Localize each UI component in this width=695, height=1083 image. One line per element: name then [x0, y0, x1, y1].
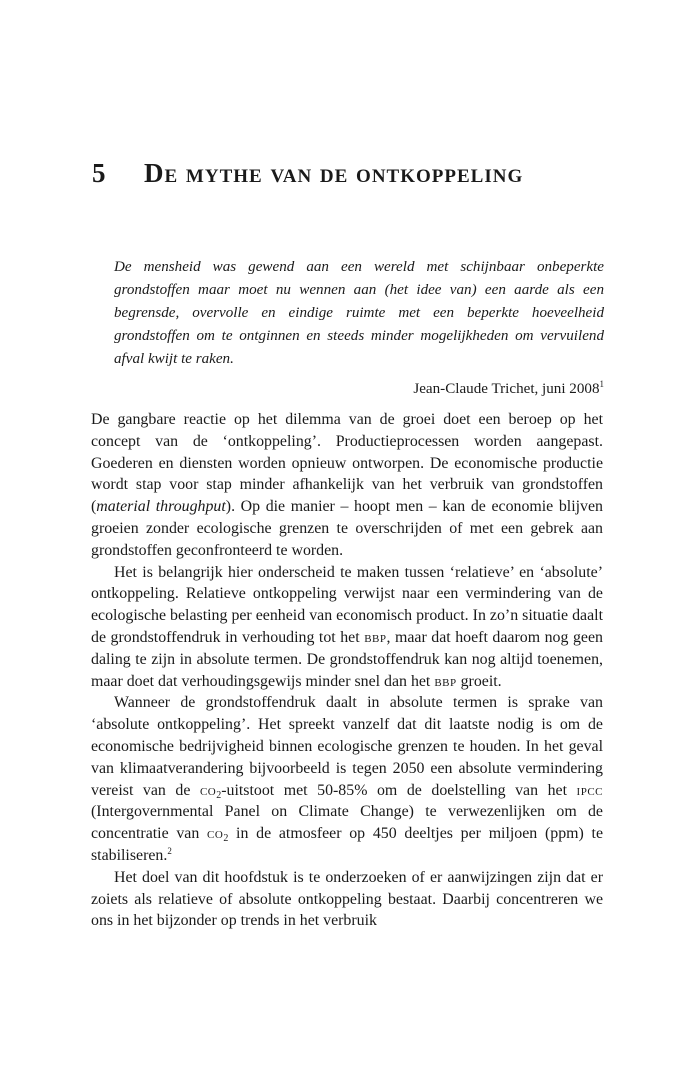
abbr-co2: co — [207, 825, 224, 843]
paragraph-3-text-c: (Intergovernmental Panel on Climate Change) te verwezenlijken om de concentratie van — [91, 803, 603, 843]
paragraph-2 — [91, 562, 603, 693]
paragraph-3-text-b: -uitstoot met 50-85% om de doelstelling van het — [221, 781, 577, 799]
term-material-throughput: material throughput — [96, 498, 226, 516]
paragraph-3 — [91, 692, 603, 866]
paragraph-2-text-b: , maar dat hoeft daarom nog geen daling te zijn in absolute termen. De grondstoffendruk kan nog altijd toenemen, maar doet dat verhoudingsgewijs minder snel dan het — [91, 628, 603, 690]
epigraph-author: Jean-Claude Trichet, juni 2008 — [413, 381, 600, 398]
epigraph-attribution — [114, 373, 604, 400]
subscript-2: 2 — [216, 789, 222, 801]
chapter-number: 5 — [92, 158, 107, 189]
abbr-bbp: bbp — [434, 672, 457, 690]
paragraph-1-text-b: ). Op die manier – hoopt men – kan de economie blijven groeien zonder ecologische grenzen te overschrijden of met een gebrek aan grondstoffen geconfronteerd te worden. — [91, 498, 603, 559]
paragraph-3-text-a: Wanneer de grondstoffendruk daalt in absolute termen is sprake van ‘absolute ontkoppeling’. Het spreekt vanzelf dat dit laatste nodig is om de economische bedrijvigheid binnen ecologische grenzen te houden. In het geval van klimaatverandering bijvoorbeeld is tegen 2050 een absolute vermindering vereist van de — [91, 694, 603, 799]
paragraph-2-text-c: groeit. — [456, 672, 502, 690]
subscript-2: 2 — [223, 833, 229, 845]
paragraph-3-text-d: in de atmosfeer op 450 deeltjes per miljoen (ppm) te stabiliseren. — [91, 825, 603, 864]
paragraph-1-text-a: De gangbare reactie op het dilemma van de groei doet een beroep op het concept van de ‘ontkoppeling’. Productieprocessen worden aangepast. Goederen en diensten worden opnieuw ontworpen. De economische productie wordt stap voor stap minder afhankelijk van het verbruik van grondstoffen ( — [91, 411, 603, 516]
epigraph — [114, 256, 604, 400]
epigraph-quote: De mensheid was gewend aan een wereld met schijnbaar onbeperkte grondstoffen maar moet nu wennen aan (het idee van) een aarde als een begrensde, overvolle en eindige ruimte met een beperkte hoeveelheid grondstoffen om te ontginnen en steeds minder mogelijkheden om vervuilend afval kwijt te raken. — [114, 259, 604, 368]
footnote-ref-1[interactable]: 1 — [599, 379, 604, 390]
abbr-ipcc: ipcc — [576, 781, 604, 799]
paragraph-4: Het doel van dit hoofdstuk is te onderzoeken of er aanwijzingen zijn dat er zoiets als relatieve of absolute ontkoppeling bestaat. Daarbij concentreren we ons in het bijzonder op trends in het verbruik — [91, 868, 603, 930]
footnote-ref-2[interactable]: 2 — [167, 845, 172, 856]
body-text — [91, 409, 603, 932]
abbr-co2: co — [199, 781, 217, 799]
paragraph-1 — [91, 409, 603, 562]
chapter-title: De mythe van de ontkoppeling — [144, 158, 524, 189]
chapter-heading — [92, 158, 612, 189]
abbr-bbp: bbp — [364, 628, 387, 646]
paragraph-2-text-a: Het is belangrijk hier onderscheid te maken tussen ‘relatieve’ en ‘absolute’ ontkoppeling. Relatieve ontkoppeling verwijst naar een vermindering van de ecologische belasting per eenheid van economisch product. In zo’n situatie daalt de grondstoffendruk in verhouding tot het — [91, 563, 603, 646]
